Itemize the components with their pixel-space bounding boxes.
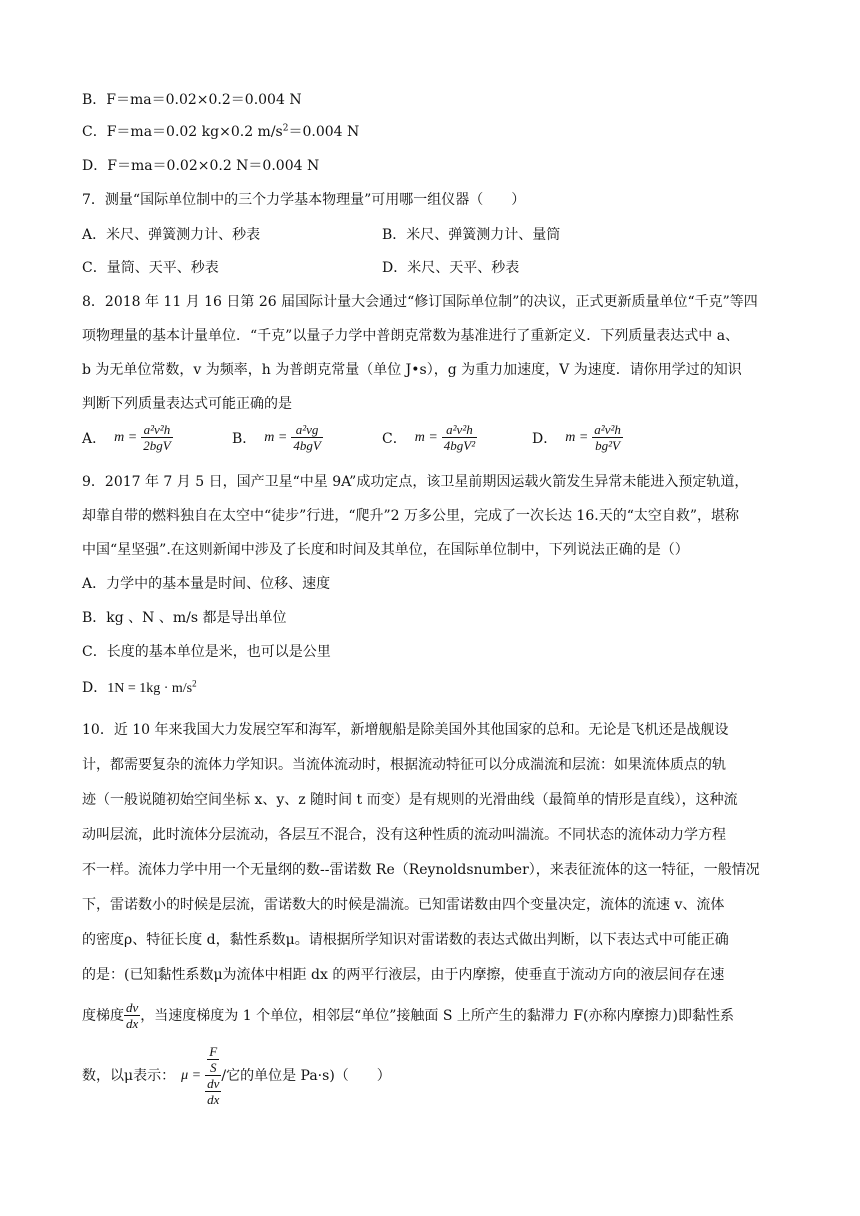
dv-symbol: dv: [207, 1076, 220, 1091]
q10-line10-suffix: /它的单位是 Pa·s)（ ）: [221, 1067, 391, 1084]
q10-stem-line6: 下，雷诺数小的时候是层流，雷诺数大的时候是湍流。已知雷诺数由四个变量决定，流体的流速 v、流体: [82, 897, 725, 913]
q8-option-a-label: A．: [82, 430, 107, 447]
q9-option-d-label: D．: [82, 680, 108, 696]
q8-option-c-numerator: a²v²h: [442, 422, 477, 438]
q6-option-b: B．F＝ma＝0.02×0.2＝0.004 N: [82, 92, 302, 108]
q7-option-d: D．米尺、天平、秒表: [382, 260, 520, 276]
q10-stem-line10: [82, 1044, 391, 1107]
q8-option-d: [532, 422, 623, 453]
gradient-denominator: dx: [126, 1016, 139, 1031]
q8-option-b-numerator: a²vg: [291, 422, 322, 438]
q6-option-c-text: C．F＝ma＝0.02 kg×0.2 m/s: [82, 124, 283, 140]
q8-option-d-label: D．: [532, 430, 558, 447]
gradient-numerator: dv: [126, 1000, 139, 1015]
q8-option-a-lhs: m =: [114, 429, 138, 445]
q6-option-c: [82, 122, 359, 142]
q9-stem-line3: 中国“星坚强”.在这则新闻中涉及了长度和时间及其单位，在国际单位制中，下列说法正确的是（）: [82, 542, 689, 558]
q8-stem-line3: b 为无单位常数，v 为频率，h 为普朗克常量（单位 J•s），g 为重力加速度，V 为速度．请你用学过的知识: [82, 362, 742, 378]
q9-option-c: C．长度的基本单位是米，也可以是公里: [82, 644, 331, 660]
q10-stem-line2: 计，都需要复杂的流体力学知识。当流体流动时，根据流动特征可以分成湍流和层流：如果流体质点的轨: [82, 757, 726, 773]
q10-stem-line8: 的是：(已知黏性系数μ为流体中相距 dx 的两平行液层，由于内摩擦，使垂直于流动方向的液层间存在速: [82, 967, 725, 983]
q8-option-b-label: B．: [232, 430, 257, 447]
q9-stem-line1: 9．2017 年 7 月 5 日，国产卫星“中星 9A”成功定点，该卫星前期因运载火箭发生异常未能进入预定轨道，: [82, 474, 749, 490]
q8-option-a-numerator: a²v²h: [141, 422, 172, 438]
q6-option-d: D．F＝ma＝0.02×0.2 N＝0.004 N: [82, 158, 320, 174]
q7-option-a: A．米尺、弹簧测力计、秒表: [82, 227, 261, 243]
q8-option-a-denominator: 2bgV: [143, 438, 171, 453]
q9-option-d-exponent: 2: [192, 678, 197, 689]
q8-option-d-numerator: a²v²h: [594, 422, 621, 437]
q9-option-a: A．力学中的基本量是时间、位移、速度: [82, 576, 331, 592]
dx-symbol: dx: [207, 1092, 220, 1107]
q8-option-d-fraction: [592, 422, 623, 453]
q8-option-c-label: C．: [382, 430, 407, 447]
q8-stem-line4: 判断下列质量表达式可能正确的是: [82, 396, 292, 412]
q7-stem: 7．测量“国际单位制中的三个力学基本物理量”可用哪一组仪器（ ）: [82, 192, 526, 208]
q8-option-a: [82, 422, 173, 453]
velocity-gradient-fraction: [124, 1000, 140, 1031]
q8-option-b-denominator: 4bgV: [293, 438, 321, 453]
q7-option-b: B．米尺、弹簧测力计、量筒: [382, 227, 561, 243]
q8-option-d-denominator: bg²V: [595, 438, 620, 453]
q10-stem-line5: 不一样。流体力学中用一个无量纲的数--雷诺数 Re（Reynoldsnumber），来表征流体的这一特征，一般情况: [82, 862, 760, 878]
q10-line9-suffix: ，当速度梯度为 1 个单位，相邻层“单位”接触面 S 上所产生的黏滞力 F(亦称内摩擦力)即黏性系: [140, 1007, 734, 1024]
q10-stem-line3: 迹（一般说随初始空间坐标 x、y、z 随时间 t 而变）是有规则的光滑曲线（最简单的情形是直线），这种流: [82, 792, 738, 808]
q7-option-c: C．量筒、天平、秒表: [82, 260, 219, 276]
q8-option-c: [382, 422, 477, 453]
q8-stem-line1: 8．2018 年 11 月 16 日第 26 届国际计量大会通过“修订国际单位制”的决议，正式更新质量单位“千克”等四: [82, 294, 758, 310]
q8-option-b: [232, 422, 323, 453]
q10-stem-line7: 的密度ρ、特征长度 d，黏性系数μ。请根据所学知识对雷诺数的表达式做出判断，以下表达式中可能正确: [82, 932, 729, 948]
q8-option-a-fraction: [141, 422, 172, 453]
q8-stem-line2: 项物理量的基本计量单位．“千克”以量子力学中普朗克常数为基准进行了重新定义．下列质量表达式中 a、: [82, 328, 740, 344]
q8-option-b-lhs: m =: [264, 429, 288, 445]
q10-stem-line9: [82, 1000, 734, 1031]
q8-option-c-lhs: m =: [414, 429, 438, 445]
force-symbol: F: [209, 1044, 218, 1059]
q9-stem-line2: 却靠自带的燃料独自在太空中“徒步”行进，“爬升”2 万多公里，完成了一次长达 16.天的“太空自救”，堪称: [82, 508, 740, 524]
viscosity-lhs: μ =: [181, 1067, 202, 1083]
q9-option-d-expression: 1N = 1kg · m/s: [107, 681, 193, 696]
q9-option-d: [82, 678, 197, 699]
q8-option-d-lhs: m =: [565, 429, 589, 445]
q6-option-c-exponent: 2: [282, 123, 289, 134]
q10-stem-line1: 10．近 10 年来我国大力发展空军和海军，新增舰船是除美国外其他国家的总和。无论是飞机还是战舰设: [82, 722, 729, 738]
viscosity-formula-denominator: [205, 1076, 221, 1107]
q6-option-c-result: ＝0.004 N: [288, 124, 360, 140]
q10-stem-line4: 动叫层流，此时流体分层流动，各层互不混合，没有这种性质的流动叫湍流。不同状态的流体动力学方程: [82, 827, 726, 843]
q8-option-c-denominator: 4bgV²: [443, 438, 476, 453]
viscosity-formula: [205, 1044, 221, 1107]
q8-option-b-fraction: [291, 422, 322, 453]
q10-line10-prefix: 数，以μ表示：: [82, 1067, 176, 1084]
area-symbol: S: [209, 1060, 217, 1075]
q10-line9-prefix: 度梯度: [82, 1007, 124, 1024]
viscosity-formula-numerator: [205, 1044, 221, 1076]
q8-option-c-fraction: [442, 422, 477, 453]
q9-option-b: B．kg 、N 、m/s 都是导出单位: [82, 610, 287, 626]
